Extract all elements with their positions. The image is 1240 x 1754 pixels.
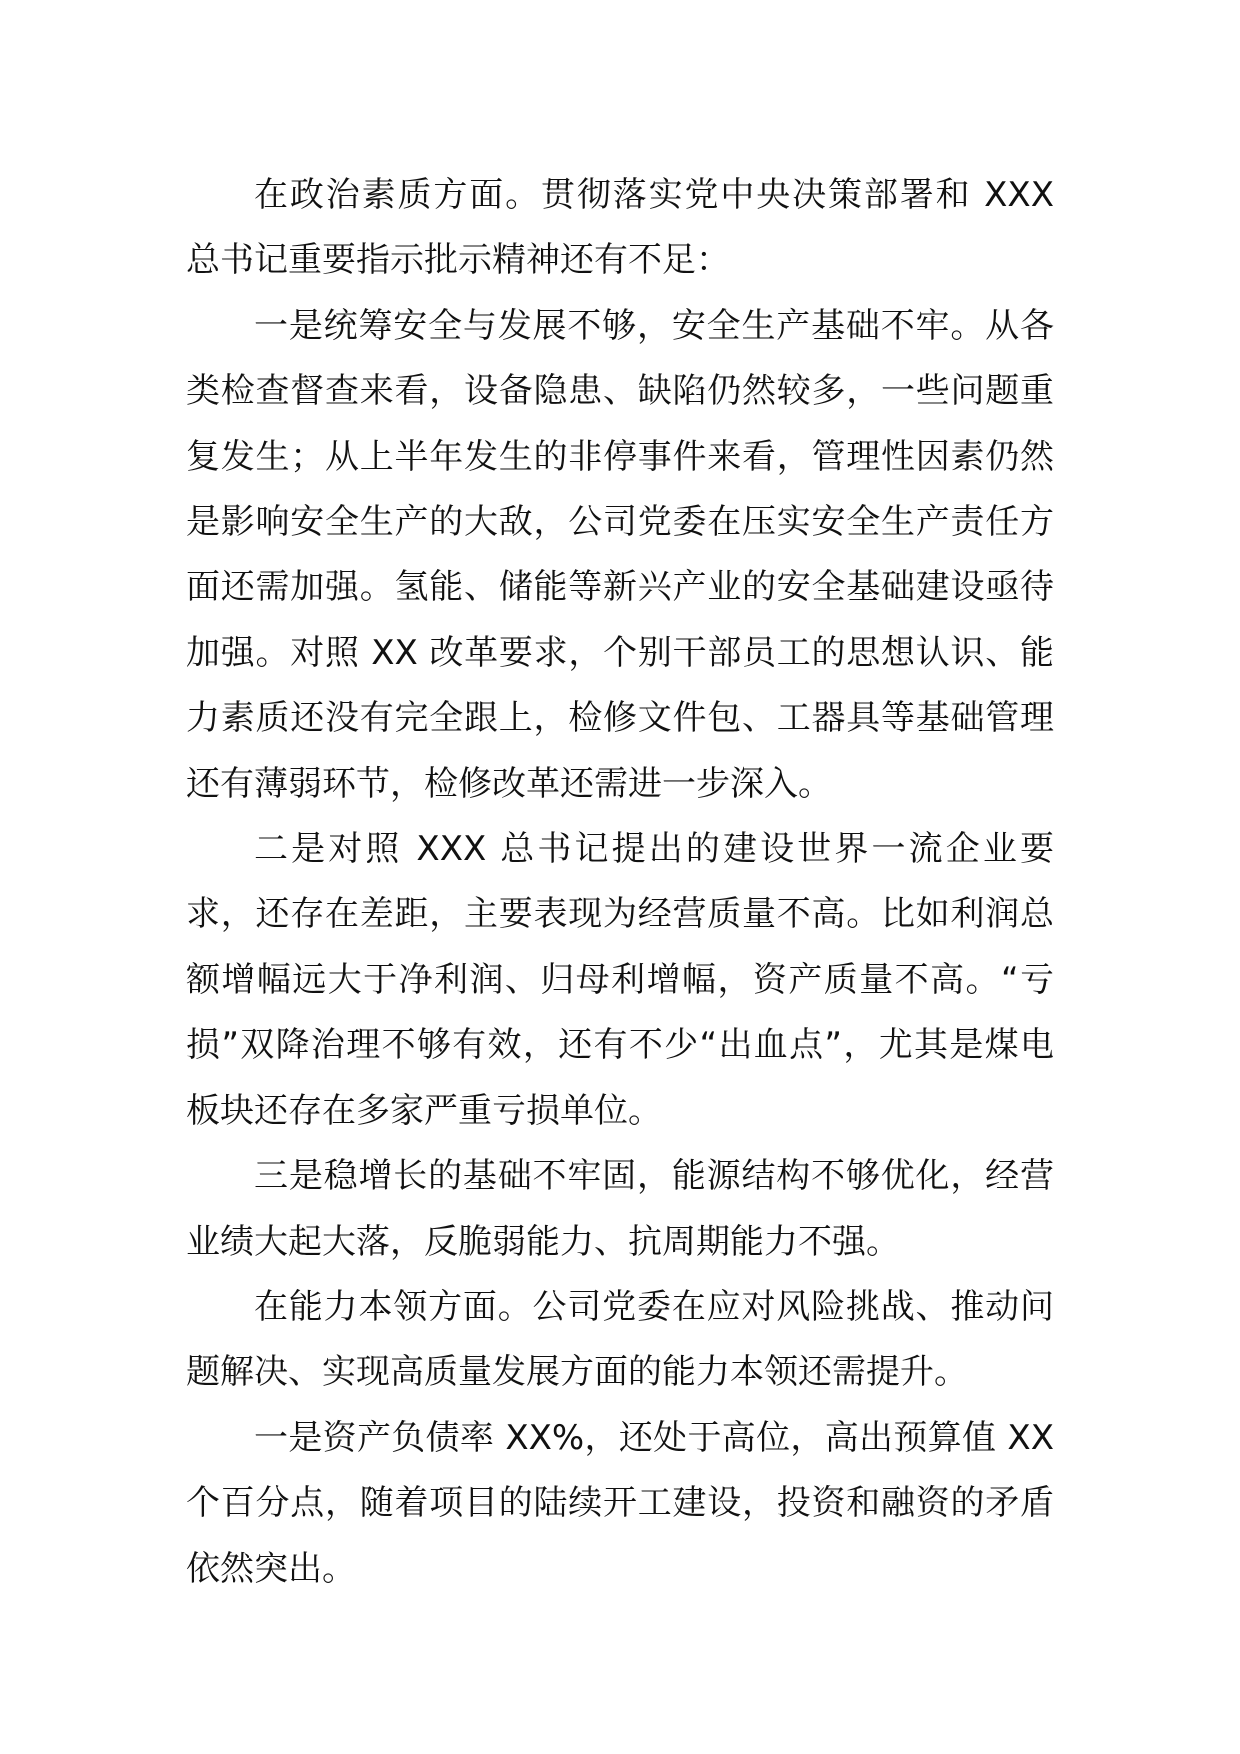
document-body (186, 163, 1054, 1602)
paragraph-world-class-gap: 二是对照 XXX 总书记提出的建设世界一流企业要求，还存在差距，主要表现为经营质量不高。比如利润总额增幅远大于净利润、归母利增幅，资产质量不高。“亏损”双降治理不够有效，还有不少“出血点”，尤其是煤电板块还存在多家严重亏损单位。 (186, 829, 1054, 1131)
paragraph-capability: 在能力本领方面。公司党委在应对风险挑战、推动问题解决、实现高质量发展方面的能力本领还需提升。 (186, 1286, 1054, 1393)
paragraph-debt-ratio: 一是资产负债率 XX%，还处于高位，高出预算值 XX 个百分点，随着项目的陆续开工建设，投资和融资的矛盾依然突出。 (186, 1417, 1054, 1589)
paragraph-political-quality: 在政治素质方面。贯彻落实党中央决策部署和 XXX 总书记重要指示批示精神还有不足： (186, 175, 1054, 281)
paragraph-safety-development: 一是统筹安全与发展不够，安全生产基础不牢。从各类检查督查来看，设备隐患、缺陷仍然较多，一些问题重复发生；从上半年发生的非停事件来看，管理性因素仍然是影响安全生产的大敌，公司党委在压实安全生产责任方面还需加强。氢能、储能等新兴产业的安全基础建设亟待加强。对照 XX 改革要求，个别干部员工的思想认识、能力素质还没有完全跟上，检修文件包、工器具等基础管理还有薄弱环节，检修改革还需进一步深入。 (186, 305, 1054, 804)
paragraph-stable-growth: 三是稳增长的基础不牢固，能源结构不够优化，经营业绩大起大落，反脆弱能力、抗周期能力不强。 (186, 1156, 1054, 1262)
